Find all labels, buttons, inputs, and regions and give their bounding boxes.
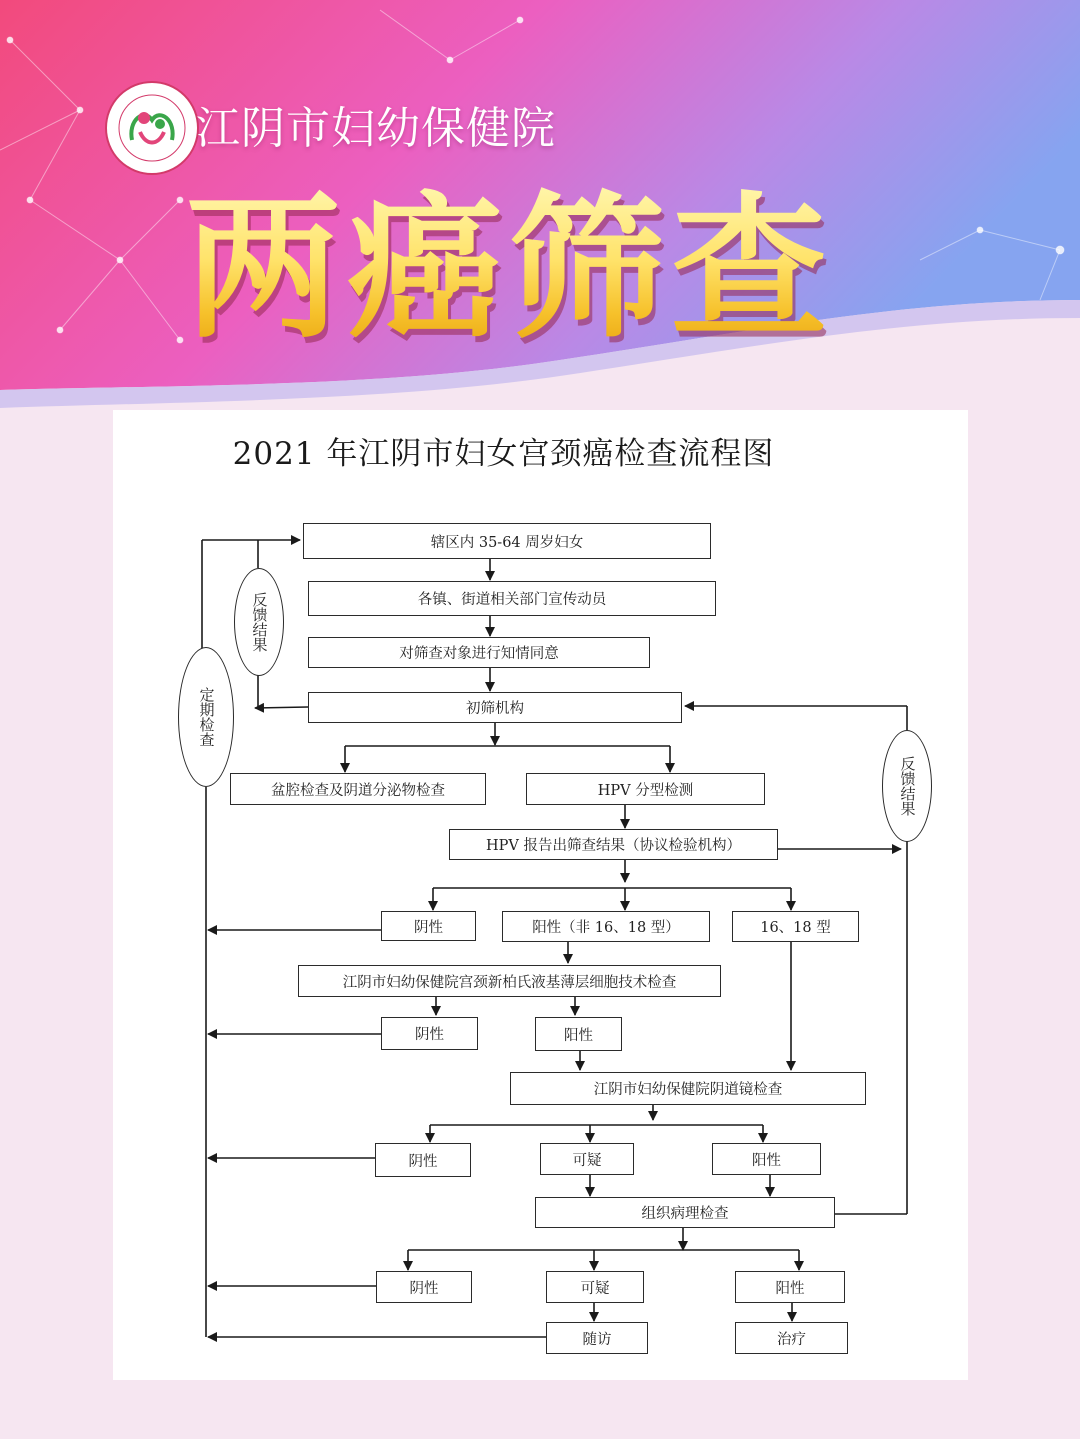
page-title: 两癌筛查	[185, 177, 833, 359]
node-informed-consent: 对筛查对象进行知情同意	[308, 637, 650, 668]
node-pelvic-exam: 盆腔检查及阴道分泌物检查	[230, 773, 486, 805]
node-tct-exam: 江阴市妇幼保健院宫颈新柏氏液基薄层细胞技术检查	[298, 965, 721, 997]
node-treatment: 治疗	[735, 1322, 848, 1354]
node-patho-positive: 阳性	[735, 1271, 845, 1303]
oval-feedback-right: 反馈结果	[882, 730, 932, 842]
node-target-population: 辖区内 35-64 周岁妇女	[303, 523, 711, 559]
node-colposcopy: 江阴市妇幼保健院阴道镜检查	[510, 1072, 866, 1105]
node-tct-positive: 阳性	[535, 1017, 622, 1051]
flowchart-document	[113, 410, 968, 1380]
hospital-logo	[104, 80, 200, 176]
node-colpo-negative: 阴性	[375, 1143, 471, 1177]
node-hpv-negative: 阴性	[381, 911, 476, 941]
node-pathology: 组织病理检查	[535, 1197, 835, 1228]
node-hpv-positive-other: 阳性（非 16、18 型）	[502, 911, 710, 942]
node-primary-institution: 初筛机构	[308, 692, 682, 723]
node-patho-negative: 阴性	[376, 1271, 472, 1303]
oval-feedback-left: 反馈结果	[234, 568, 284, 676]
node-colpo-positive: 阳性	[712, 1143, 821, 1175]
node-patho-suspicious: 可疑	[546, 1271, 644, 1303]
node-followup: 随访	[546, 1322, 648, 1354]
node-publicity: 各镇、街道相关部门宣传动员	[308, 581, 716, 616]
hospital-name: 江阴市妇幼保健院	[196, 103, 556, 154]
node-colpo-suspicious: 可疑	[540, 1143, 634, 1175]
oval-periodic-check: 定期检查	[178, 647, 234, 787]
flowchart-title: 2021 年江阴市妇女宫颈癌检查流程图	[232, 436, 775, 472]
node-tct-negative: 阴性	[381, 1017, 478, 1050]
node-hpv-16-18: 16、18 型	[732, 911, 859, 942]
node-hpv-report: HPV 报告出筛查结果（协议检验机构）	[449, 829, 778, 860]
node-hpv-typing: HPV 分型检测	[526, 773, 765, 805]
